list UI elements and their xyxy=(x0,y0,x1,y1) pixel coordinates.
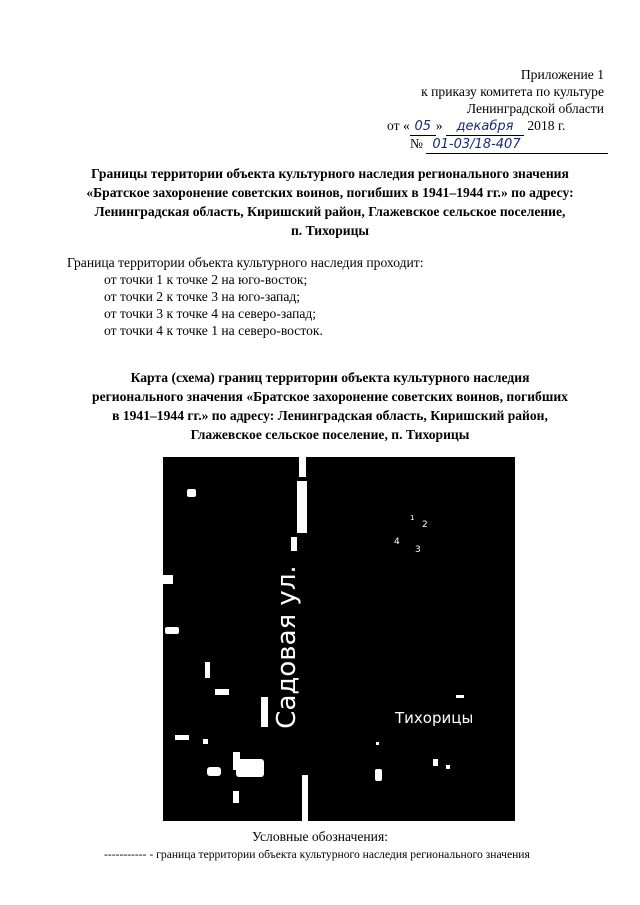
boundary-list xyxy=(104,271,323,339)
map-heading-line-1: Карта (схема) границ территории объекта культурного наследия xyxy=(130,370,530,385)
number-value: 01-03/18-407 xyxy=(426,136,608,154)
building xyxy=(165,627,179,634)
building xyxy=(205,662,210,678)
map-scheme xyxy=(163,457,515,821)
building xyxy=(207,767,221,776)
building xyxy=(375,769,382,781)
point-label-3: 3 xyxy=(415,545,421,555)
building xyxy=(236,759,264,777)
building xyxy=(456,695,464,698)
map-heading-line-3: в 1941–1944 гг.» по адресу: Ленинградская область, Киришский район, xyxy=(112,408,548,423)
appendix-region-line: Ленинградской области xyxy=(466,101,604,116)
date-mid: » xyxy=(435,118,443,133)
road-segment xyxy=(261,697,268,727)
boundary-item: от точки 4 к точке 1 на северо-восток. xyxy=(104,323,323,338)
legend-row xyxy=(104,848,530,861)
building xyxy=(187,489,196,497)
building xyxy=(163,575,173,584)
map-canvas xyxy=(163,457,515,821)
heading-line-3: Ленинградская область, Киришский район, Глажевское сельское поселение, xyxy=(94,204,566,219)
street-label: Садовая ул. xyxy=(272,565,302,729)
map-heading-line-4: Глажевское сельское поселение, п. Тихорицы xyxy=(190,427,470,442)
building xyxy=(215,689,229,695)
building xyxy=(433,759,438,766)
point-label-1: 1 xyxy=(410,514,415,522)
point-label-2: 2 xyxy=(422,520,428,530)
date-month: декабря xyxy=(446,118,524,136)
legend-title: Условные обозначения: xyxy=(252,829,388,844)
village-label: Тихорицы xyxy=(395,709,474,727)
map-heading-line-2: регионального значения «Братское захоронение советских воинов, погибших xyxy=(92,389,568,404)
road-segment xyxy=(302,775,308,821)
boundary-item: от точки 3 к точке 4 на северо-запад; xyxy=(104,306,317,321)
building xyxy=(376,742,379,745)
date-day: 05 xyxy=(410,118,436,136)
map-heading xyxy=(50,368,610,444)
appendix-title: Приложение 1 xyxy=(520,67,604,82)
legend-boundary-symbol: ----------- xyxy=(104,848,147,861)
heading-line-4: п. Тихорицы xyxy=(290,223,370,238)
building xyxy=(446,765,450,769)
appendix-number xyxy=(410,135,608,154)
date-year: 2018 г. xyxy=(527,118,566,133)
road-segment xyxy=(299,457,306,477)
heading-line-2: «Братское захоронение советских воинов, погибших в 1941–1944 гг.» по адресу: xyxy=(86,185,574,200)
road-segment xyxy=(297,481,307,533)
document-heading xyxy=(50,164,610,240)
point-label-4: 4 xyxy=(394,537,400,547)
boundary-item: от точки 1 к точке 2 на юго-восток; xyxy=(104,272,308,287)
boundary-intro: Граница территории объекта культурного наследия проходит: xyxy=(67,255,424,270)
appendix-order-line: к приказу комитета по культуре xyxy=(421,84,604,99)
road-segment xyxy=(291,537,297,551)
number-prefix: № xyxy=(410,136,423,151)
boundary-item: от точки 2 к точке 3 на юго-запад; xyxy=(104,289,301,304)
date-prefix: от « xyxy=(387,118,410,133)
building xyxy=(203,739,208,744)
appendix-date xyxy=(387,117,565,136)
heading-line-1: Границы территории объекта культурного наследия регионального значения xyxy=(91,166,569,181)
legend-boundary-text: - граница территории объекта культурного наследия регионального значения xyxy=(146,848,530,861)
building xyxy=(175,735,189,740)
building xyxy=(233,791,239,803)
map-features xyxy=(163,457,464,821)
